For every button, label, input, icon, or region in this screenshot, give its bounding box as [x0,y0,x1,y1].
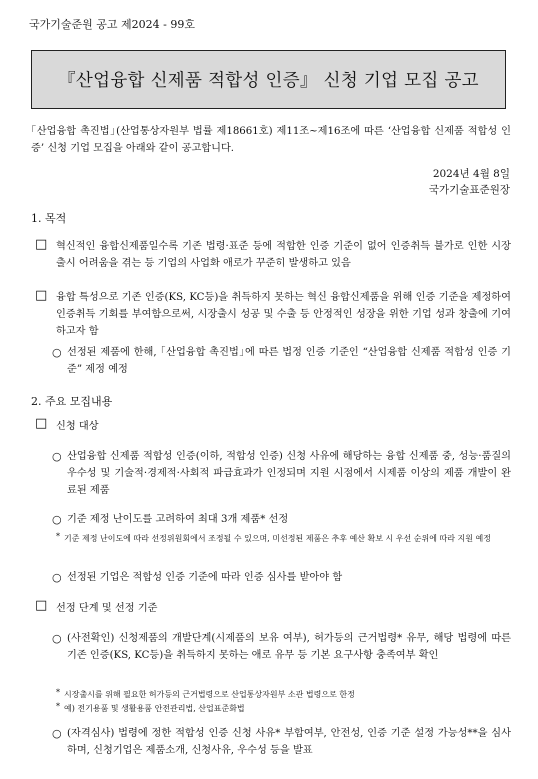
target-footnote: 기준 제정 난이도에 따라 선정위원회에서 조정될 수 있으며, 미선정된 제품은 추후 예산 확보 시 우선 순위에 따라 지원 예정 [64,534,491,543]
circle-marker: ○ [52,571,62,584]
issuer: 국가기술표준원장 [428,184,510,196]
intro-paragraph: ｢산업융합 촉진법｣(산업통상자원부 법률 제18661호) 제11조~제16조에 따른 ‘산업융합 신제품 적합성 인증’ 신청 기업 모집을 아래와 같이 공고합니다. [31,126,511,154]
circle-marker: ○ [52,346,62,359]
checkbox-marker: □ [35,237,48,252]
footnote-star: * [56,702,60,711]
stage-heading: 선정 단계 및 선정 기준 [56,603,158,614]
target-item-3: 선정된 기업은 적합성 인증 기준에 따라 인증 심사를 받아야 함 [67,572,343,583]
checkbox-marker: □ [35,288,48,303]
notice-number: 국가기술준원 공고 제2024 - 99호 [29,18,195,31]
section2-heading: 2. 주요 모집내용 [31,395,113,408]
circle-marker: ○ [52,450,62,463]
stage-footnote-2: 예) 전기용품 및 생활용품 안전관리법, 산업표준화법 [64,704,245,713]
purpose-bullet-2: 융합 특성으로 기존 인증(KS, KC등)을 취득하지 못하는 혁신 융합신제품을 위해 인증 기준을 제정하여 인증취득 기회를 부여함으로써, 시장출시 성공 및 수출 등 안정적인 성장을 위한 기업 성과 창출에 기여하고자 함 [56,292,511,337]
stage-item-2: (자격심사) 법령에 정한 적합성 인증 신청 사유* 부합여부, 안전성, 인증 기준 설정 가능성**을 심사하며, 신청기업은 제품소개, 신청사유, 우수성 등을 발표 [67,728,511,756]
announcement-title: 『산업융합 신제품 적합성 인증』 신청 기업 모집 공고 [58,71,479,91]
checkbox-marker: □ [35,416,48,431]
target-item-1: 산업융합 신제품 적합성 인증(이하, 적합성 인증) 신청 사유에 해당하는 융합 신제품 중, 성능·품질의 우수성 및 기술적·경제적·사회적 파급효과가 인정되며 지원 시점에서 시제품 이상의 제품 개발이 완료된 제품 [67,451,511,496]
purpose-bullet-1: 혁신적인 융합신제품일수록 기존 법령·표준 등에 적합한 인증 기준이 없어 인증취득 불가로 인한 시장출시 어려움을 겪는 등 기업의 사업화 애로가 꾸준히 발생하고 있음 [56,241,511,269]
target-item-2: 기준 제정 난이도를 고려하여 최대 3개 제품* 선정 [67,514,289,525]
purpose-sub-item: 선정된 제품에 한해, ｢산업융합 촉진법｣에 따른 법정 인증 기준인 “산업융합 신제품 적합성 인증 기준” 제정 예정 [67,347,511,375]
target-heading: 신청 대상 [56,421,99,432]
footnote-star: * [56,532,60,541]
stage-footnote-1: 시장출시를 위해 필요한 허가등의 근거법령으로 산업통상자원부 소관 법령으로 한정 [64,690,355,699]
circle-marker: ○ [52,513,62,526]
footnote-star: * [56,688,60,697]
title-box [31,50,506,109]
circle-marker: ○ [52,727,62,740]
section1-heading: 1. 목적 [31,212,67,225]
stage-item-1: (사전확인) 신청제품의 개발단계(시제품의 보유 여부), 허가등의 근거법령* 유무, 해당 법령에 따른 기존 인증(KS, KC등)을 취득하지 못하는 애로 유무 등 기본 요구사항 충족여부 확인 [67,633,511,661]
checkbox-marker: □ [35,598,48,613]
circle-marker: ○ [52,632,62,645]
date-block [429,166,510,198]
announcement-date: 2024년 4월 8일 [432,168,510,180]
